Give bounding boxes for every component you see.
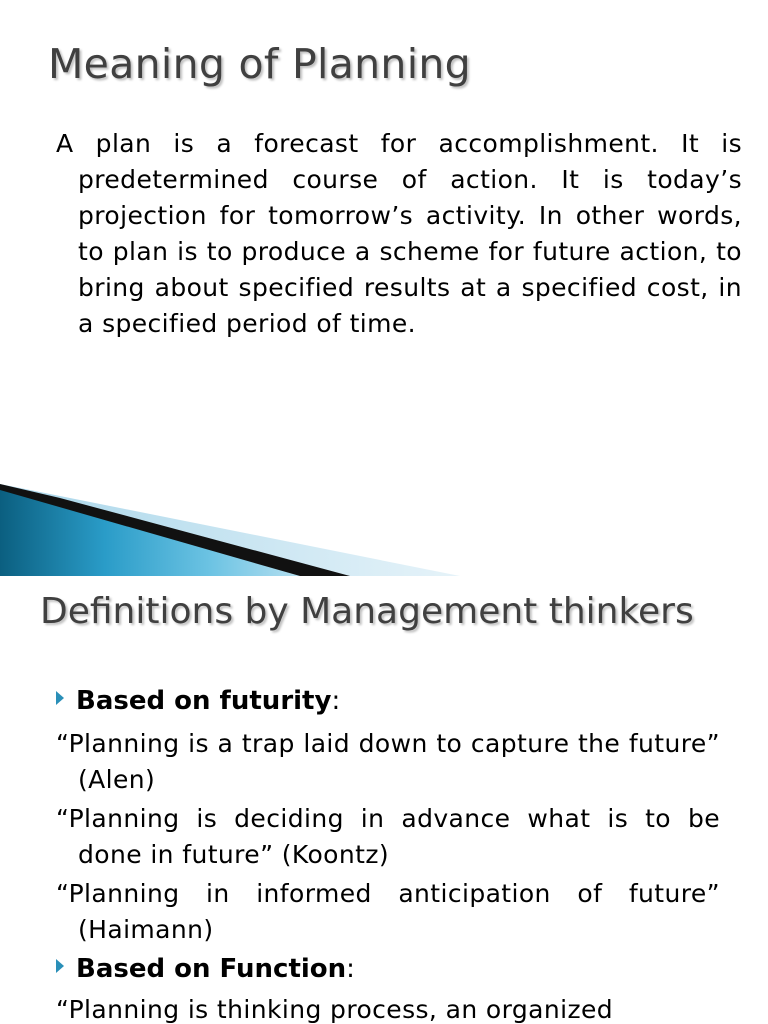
quote-alen: “Planning is a trap laid down to capture the future” (Alen) — [56, 729, 720, 794]
slide-title: Definitions by Management thinkers — [40, 591, 694, 632]
decorative-swoosh — [0, 470, 768, 576]
bullet-futurity — [56, 686, 340, 716]
slide-body-text: A plan is a forecast for accomplishment. It is predetermined course of action. It is today’s projection for tomorrow’s activity. In other words, to plan is to produce a scheme for future action, to bring about specified results at a specified cost, in a specified period of time. — [56, 129, 742, 338]
bullet-colon: : — [346, 954, 355, 984]
bullet-colon: : — [331, 686, 341, 716]
slide-definitions — [0, 576, 768, 1024]
bullet-label: Based on futurity — [76, 686, 332, 716]
bullet-label: Based on Function — [76, 954, 347, 984]
bullet-function — [56, 954, 355, 984]
quote-koontz: “Planning is deciding in advance what is to be done in future” (Koontz) — [56, 804, 720, 869]
slide-title: Meaning of Planning — [48, 40, 472, 88]
bullet-arrow-icon — [56, 959, 64, 973]
quote-thinking-process: “Planning is thinking process, an organized — [56, 995, 614, 1024]
quote-haimann: “Planning in informed anticipation of future” (Haimann) — [56, 879, 720, 944]
bullet-arrow-icon — [56, 691, 64, 705]
